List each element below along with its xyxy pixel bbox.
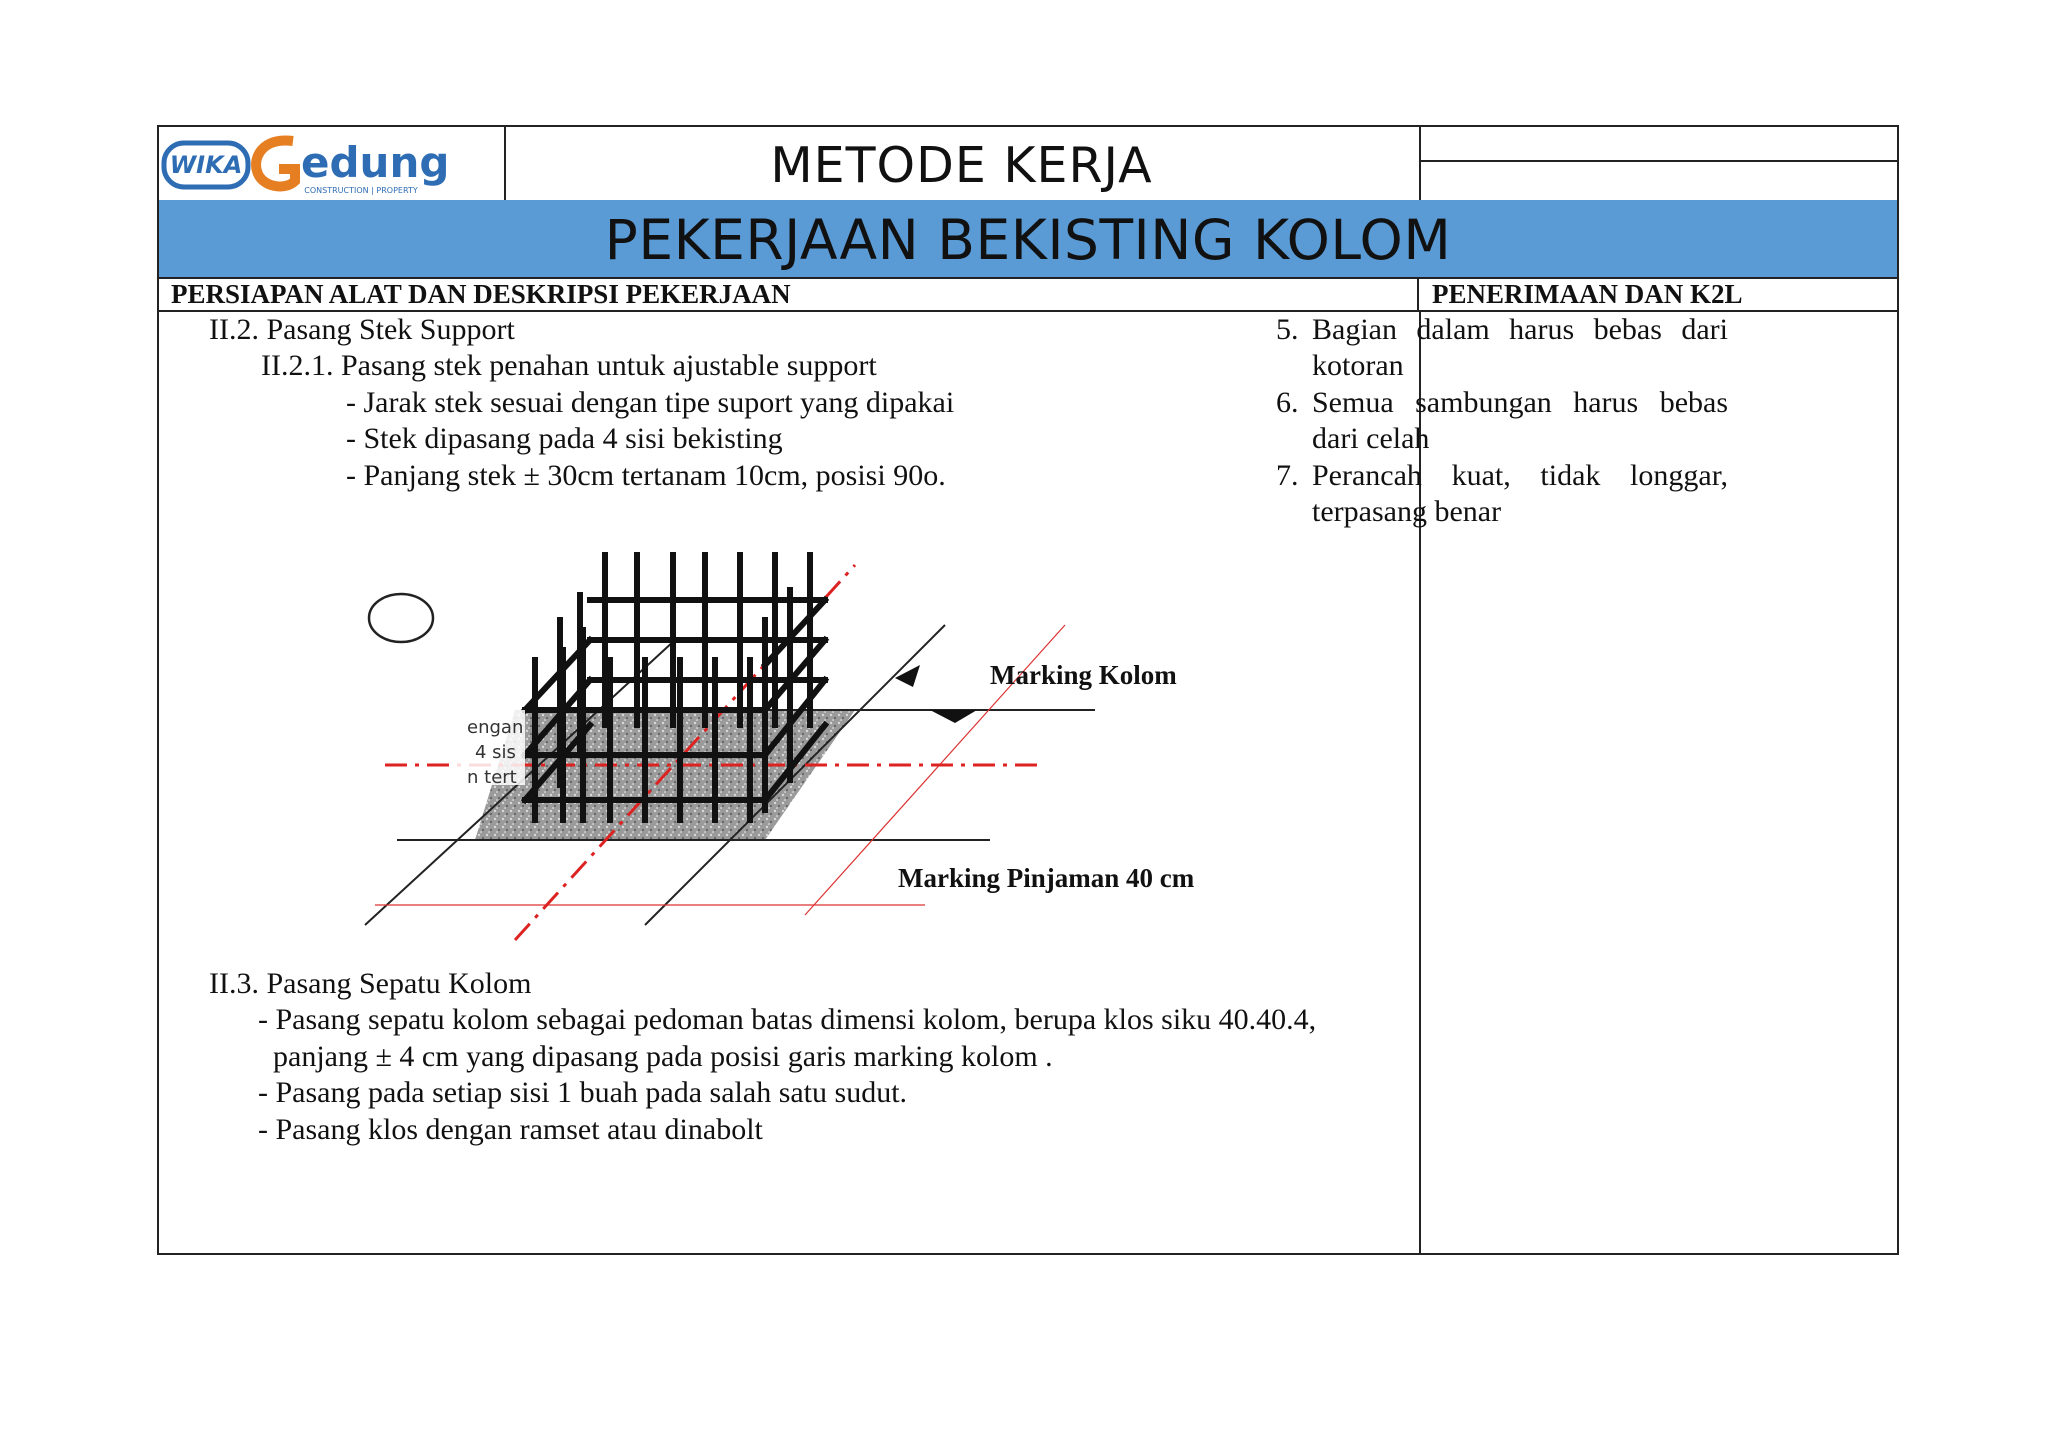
acceptance-item-number: 6. <box>1276 386 1299 419</box>
logo-cell <box>159 127 506 200</box>
acceptance-item-text: Perancah kuat, tidak longgar, terpasang benar <box>1312 459 1728 528</box>
logo-wordmark: edung <box>301 138 450 187</box>
company-logo <box>161 129 501 197</box>
acceptance-item-text: Bagian dalam harus bebas dari kotoran <box>1312 313 1728 382</box>
cut-text-1: engan <box>467 717 524 738</box>
banner-title: PEKERJAAN BEKISTING KOLOM <box>604 208 1452 272</box>
acceptance-item <box>1276 458 1728 530</box>
meta-cell <box>1419 127 1897 200</box>
meta-divider <box>1419 160 1897 162</box>
section-title-sepatu: II.3. Pasang Sepatu Kolom <box>209 967 532 1000</box>
doc-title: METODE KERJA <box>770 137 1153 194</box>
bullet-jarak-stek: - Jarak stek sesuai dengan tipe suport yang dipakai <box>346 386 955 419</box>
acceptance-item-number: 5. <box>1276 313 1299 346</box>
callout-circle <box>369 594 433 642</box>
bullet-pasang-sepatu-cont: panjang ± 4 cm yang dipasang pada posisi garis marking kolom . <box>273 1040 1053 1073</box>
label-marking-pinjaman: Marking Pinjaman 40 cm <box>898 863 1195 893</box>
right-column-header: PENERIMAAN DAN K2L <box>1419 277 1897 312</box>
section-title-stek: II.2. Pasang Stek Support <box>209 313 515 346</box>
logo-badge: WIKA <box>169 151 243 179</box>
section-banner <box>159 200 1897 279</box>
bullet-pasang-klos: - Pasang klos dengan ramset atau dinabolt <box>258 1113 763 1146</box>
title-cell <box>504 127 1421 200</box>
left-column-header: PERSIAPAN ALAT DAN DESKRIPSI PEKERJAAN <box>159 277 1419 312</box>
acceptance-item <box>1276 312 1728 384</box>
logo-tagline: CONSTRUCTION | PROPERTY <box>304 186 418 195</box>
marking-arrow-1 <box>895 665 920 687</box>
marking-arrow-2 <box>930 710 977 723</box>
acceptance-item-number: 7. <box>1276 459 1299 492</box>
bullet-pasang-sepatu: - Pasang sepatu kolom sebagai pedoman batas dimensi kolom, berupa klos siku 40.40.4, <box>258 1003 1317 1036</box>
bullet-setiap-sisi: - Pasang pada setiap sisi 1 buah pada salah satu sudut. <box>258 1076 908 1109</box>
label-marking-kolom: Marking Kolom <box>990 660 1177 690</box>
acceptance-item <box>1276 385 1728 457</box>
header-row <box>159 127 1897 202</box>
bullet-panjang-stek: - Panjang stek ± 30cm tertanam 10cm, posisi 90o. <box>346 459 946 492</box>
bullet-stek-sisi: - Stek dipasang pada 4 sisi bekisting <box>346 422 783 455</box>
subsection-title-stek: II.2.1. Pasang stek penahan untuk ajustable support <box>261 349 877 382</box>
cut-text-3: n tert <box>467 767 517 788</box>
cut-text-2: 4 sis <box>475 742 516 763</box>
acceptance-item-text: Semua sambungan harus bebas dari celah <box>1312 386 1728 455</box>
